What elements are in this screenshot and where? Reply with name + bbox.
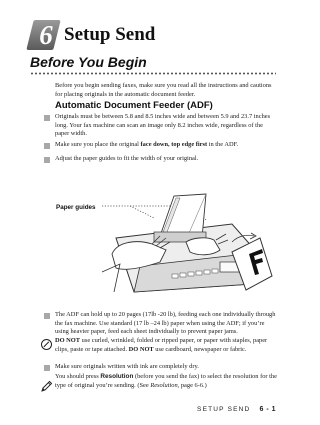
caution-note: DO NOT use curled, wrinkled, folded or ripped paper, or paper with staples, paper clips, paste or tape attached. DO NOT use cardboard, newspaper or fabric. [55,337,268,353]
resolution-reference: Resolution [150,381,178,389]
fax-loading-drawing [56,180,276,300]
emphasis-text: face down, top edge first [140,141,208,148]
bullet-marker [44,365,50,371]
paper-guides-label: Paper guides [56,204,96,211]
footer-section-label: SETUP SEND [197,406,251,413]
chapter-header [30,20,270,50]
pencil-note-icon [40,380,53,393]
bullet-marker [44,143,50,149]
caution-emphasis: DO NOT [128,345,154,353]
resolution-note: You should press Resolution (before you send the fax) to select the resolution for the type of original you’re sending. (See Resolution, page 6-6.) [55,373,277,389]
chapter-number: 6 [39,20,53,50]
fax-machine-illustration [56,180,276,300]
bullet-face-down: Make sure you place the original face down, top edge first in the ADF. [55,141,239,148]
section-title: Before You Begin [30,54,147,70]
bullet-marker [44,157,50,163]
prohibited-icon [41,339,52,350]
bullet-marker [44,313,50,319]
section-divider [30,72,276,75]
bullet-paper-size: Originals must be between 5.8 and 8.5 inches wide and between 5.9 and 23.7 inches long. Your fax machine can scan an image only 8.2 inches wide, regardless of the paper width. [55,113,271,138]
page-number: 6 - 1 [259,406,276,413]
chapter-title: Setup Send [64,24,156,45]
bullet-marker [44,115,50,121]
page-footer [197,406,276,413]
subsection-title: Automatic Document Feeder (ADF) [55,100,213,111]
intro-paragraph: Before you begin sending faxes, make sure you read all the instructions and cautions for placing originals in the automatic document feeder. [55,82,272,98]
bullet-ink-dry: Make sure originals written with ink are completely dry. [55,363,199,370]
resolution-key-label: Resolution [100,373,134,380]
bullet-paper-guides: Adjust the paper guides to fit the width of your original. [55,155,199,162]
bullet-adf-capacity: The ADF can hold up to 20 pages (17lb -20 lb), feeding each one individually through the fax machine. Use standard (17 lb –24 lb) paper when using the ADF; if you’re using heavier paper, feed each sheet individually to prevent paper jams. [55,311,276,336]
caution-emphasis: DO NOT [55,337,81,344]
